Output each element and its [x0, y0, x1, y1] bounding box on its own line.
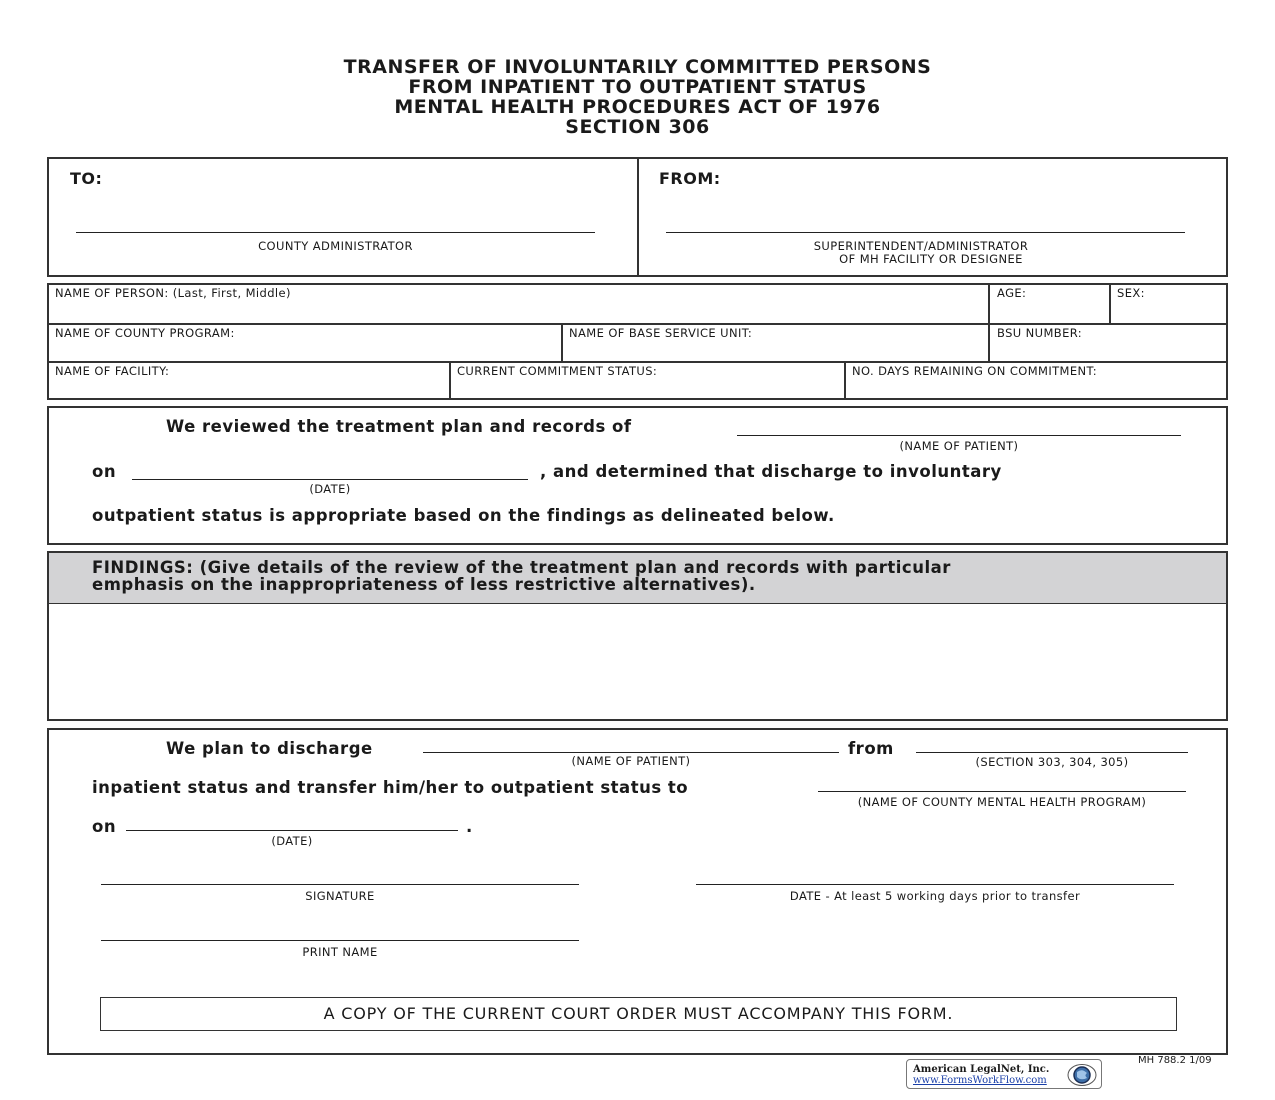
form-title [0, 57, 1275, 137]
superintendent-caption-1: SUPERINTENDENT/ADMINISTRATOR [813, 239, 1029, 253]
county-administrator-caption: COUNTY ADMINISTRATOR [258, 239, 413, 253]
sign-date-caption: DATE - At least 5 working days prior to transfer [789, 889, 1081, 903]
title-line-3: MENTAL HEALTH PROCEDURES ACT OF 1976 [394, 96, 881, 118]
bsu-number-field[interactable]: BSU NUMBER: [997, 326, 1083, 340]
grid-col-days [844, 362, 846, 399]
plan-period: . [466, 817, 473, 836]
print-name-line[interactable] [101, 940, 579, 941]
base-service-unit-field[interactable]: NAME OF BASE SERVICE UNIT: [569, 326, 753, 340]
county-administrator-line[interactable] [76, 232, 595, 233]
sex-field[interactable]: SEX: [1117, 286, 1145, 300]
plan-program-line[interactable] [818, 791, 1186, 792]
name-of-person-field[interactable]: NAME OF PERSON: (Last, First, Middle) [55, 286, 291, 300]
sign-date-line[interactable] [696, 884, 1174, 885]
grid-col-age [988, 284, 990, 361]
review-date-caption: (DATE) [309, 482, 351, 496]
plan-line-1: We plan to discharge [166, 739, 373, 758]
to-from-divider [637, 158, 639, 276]
grid-row-divider-2 [48, 361, 1227, 363]
logo-url-link[interactable]: www.FormsWorkFlow.com [913, 1075, 1047, 1086]
plan-patient-caption: (NAME OF PATIENT) [571, 754, 691, 768]
age-field[interactable]: AGE: [997, 286, 1027, 300]
title-line-4: SECTION 306 [565, 116, 710, 138]
plan-from-label: from [848, 739, 894, 758]
court-order-notice: A COPY OF THE CURRENT COURT ORDER MUST ACCOMPANY THIS FORM. [100, 997, 1177, 1031]
plan-section-line[interactable] [916, 752, 1188, 753]
review-line-2-tail: , and determined that discharge to involuntary [540, 462, 1002, 481]
grid-col-commitment [449, 362, 451, 399]
plan-program-caption: (NAME OF COUNTY MENTAL HEALTH PROGRAM) [857, 795, 1147, 809]
plan-line-2: inpatient status and transfer him/her to outpatient status to [92, 778, 689, 797]
grid-row-divider-1 [48, 323, 1227, 325]
logo-company-name: American LegalNet, Inc. [913, 1064, 1050, 1075]
from-label: FROM: [659, 169, 721, 188]
globe-icon [1065, 1063, 1099, 1087]
plan-date-line[interactable] [126, 830, 458, 831]
to-label: TO: [70, 169, 103, 188]
signature-caption: SIGNATURE [305, 889, 375, 903]
title-line-1: TRANSFER OF INVOLUNTARILY COMMITTED PERSONS [343, 56, 932, 78]
signature-line[interactable] [101, 884, 579, 885]
review-patient-caption: (NAME OF PATIENT) [899, 439, 1019, 453]
review-patient-name-line[interactable] [737, 435, 1181, 436]
american-legalnet-logo[interactable] [906, 1059, 1102, 1089]
facility-field[interactable]: NAME OF FACILITY: [55, 364, 170, 378]
commitment-status-field[interactable]: CURRENT COMMITMENT STATUS: [457, 364, 658, 378]
review-date-line[interactable] [132, 479, 528, 480]
plan-date-caption: (DATE) [271, 834, 313, 848]
plan-section-caption: (SECTION 303, 304, 305) [975, 755, 1129, 769]
superintendent-caption-2: OF MH FACILITY OR DESIGNEE [839, 252, 1023, 266]
grid-col-sex [1109, 284, 1111, 323]
review-line-3: outpatient status is appropriate based on the findings as delineated below. [92, 506, 835, 525]
print-name-caption: PRINT NAME [302, 945, 378, 959]
county-program-field[interactable]: NAME OF COUNTY PROGRAM: [55, 326, 235, 340]
grid-col-bsu-unit [561, 324, 563, 361]
plan-patient-name-line[interactable] [423, 752, 839, 753]
review-on-label: on [92, 462, 117, 481]
findings-line-2: emphasis on the inappropriateness of less restrictive alternatives). [92, 575, 756, 594]
findings-line-1: FINDINGS: (Give details of the review of the treatment plan and records with particular [92, 558, 951, 577]
review-line-1: We reviewed the treatment plan and records of [166, 417, 632, 436]
title-line-2: FROM INPATIENT TO OUTPATIENT STATUS [408, 76, 867, 98]
plan-on-label: on [92, 817, 117, 836]
person-details-grid [47, 283, 1228, 400]
findings-text-area[interactable] [50, 606, 1225, 718]
form-number: MH 788.2 1/09 [1138, 1055, 1212, 1066]
superintendent-line[interactable] [666, 232, 1185, 233]
days-remaining-field[interactable]: NO. DAYS REMAINING ON COMMITMENT: [852, 364, 1097, 378]
